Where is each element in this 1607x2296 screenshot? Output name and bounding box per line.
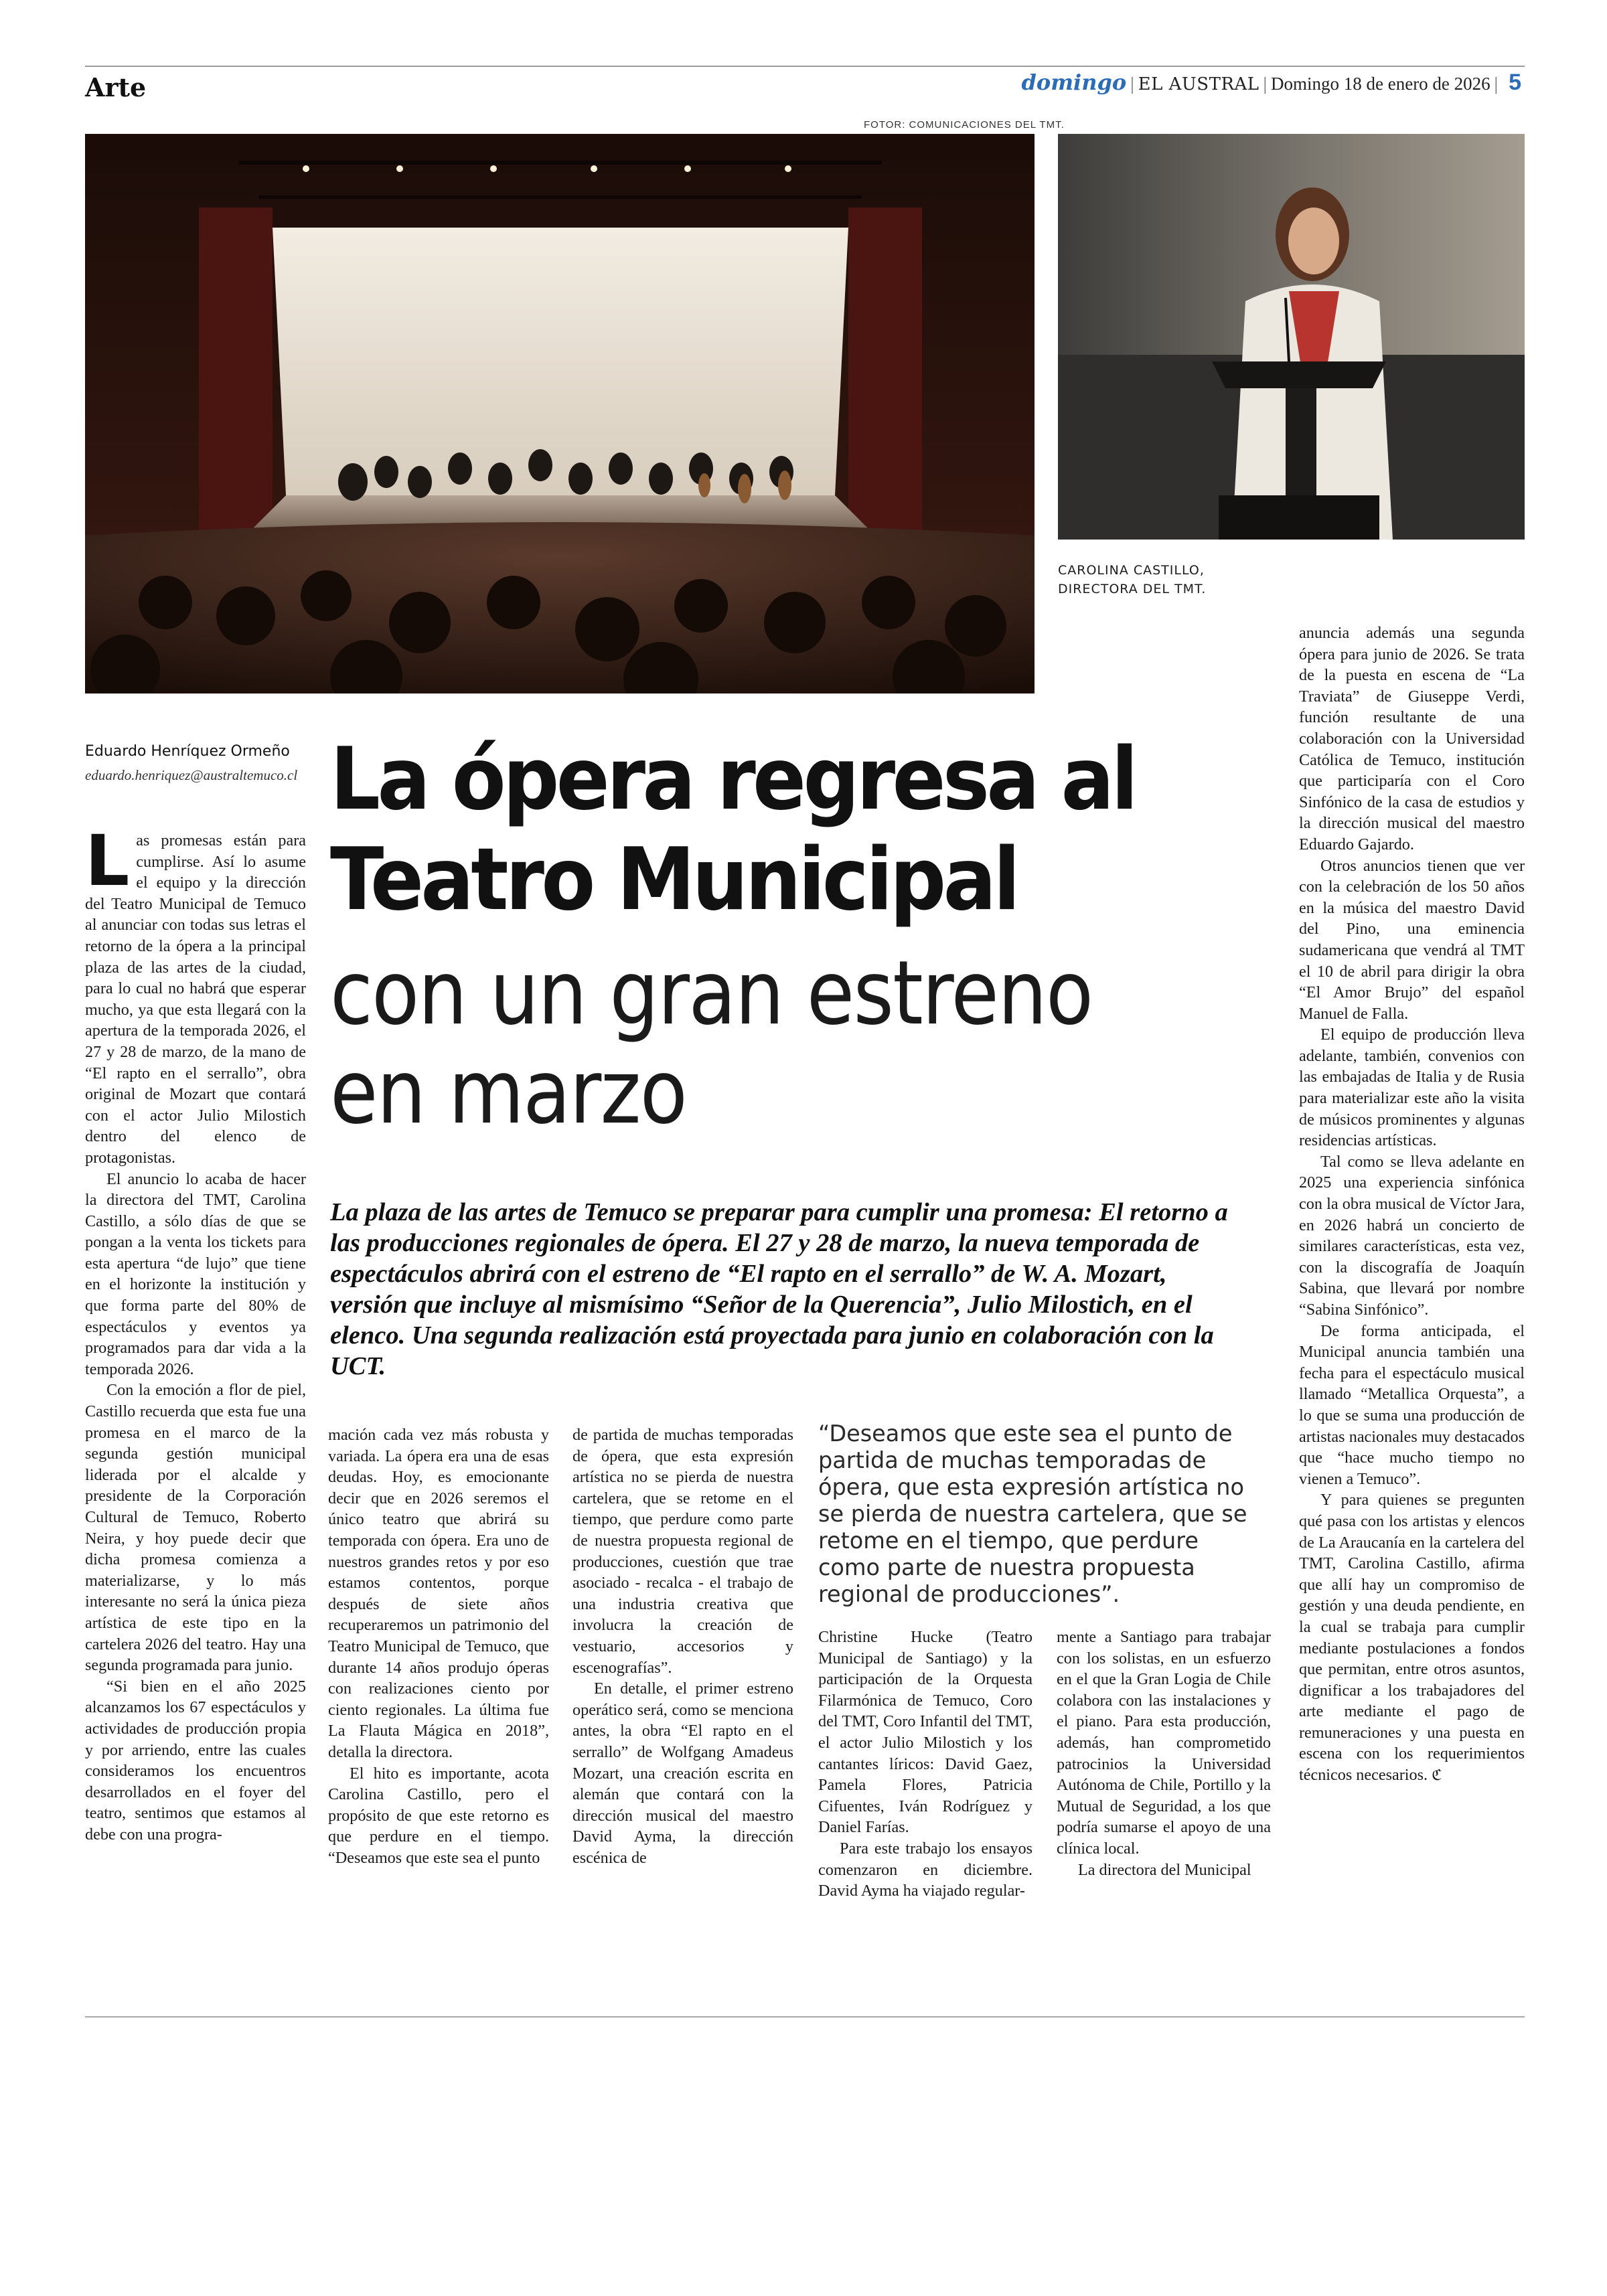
article-column-2 (328, 1424, 549, 1868)
paragraph-text: Y para quienes se pregunten qué pasa con los artistas y elencos de La Araucanía en la cartelera del TMT, Carolina Castillo, afirma que allí hay un compromiso de gestión y una deuda pendiente, en la cual se trabaja para cumplir mediante postulaciones a fondos que permitan, entre otros asuntos, dignificar a los trabajadores del arte mediante el pago de remuneraciones y una puesta en escena con los requerimientos técnicos necesarios. (1299, 1491, 1525, 1785)
drop-cap: L (85, 820, 130, 902)
paragraph-text: as promesas están para cumplirse. Así lo asume el equipo y la dirección del Teatro Municipal de Temuco al anunciar con todas sus letras el retorno de la ópera a la principal plaza de las artes de la ciudad, para lo cual no habrá que esperar mucho, ya que esta llegará con la apertura de la temporada 2026, el 27 y 28 de marzo, de la mano de “El rapto en el serrallo”, obra original de Mozart que contará con el actor Julio Milostich dentro del elenco de protagonistas. (85, 831, 306, 1167)
article-column-3 (572, 1424, 793, 1868)
masthead-separator: | (1130, 74, 1134, 94)
headline-line: La ópera regresa al (330, 730, 1136, 829)
body-paragraph: anuncia además una segunda ópera para junio de 2026. Se trata de la puesta en escena de “La Traviata” de Giuseppe Verdi, función resultante de una colaboración con la Universidad Católica de Temuco, institución que participaría con el Coro Sinfónico de la casa de estudios y la dirección musical del maestro Eduardo Gajardo. (1299, 624, 1525, 853)
body-paragraph: Otros anuncios tienen que ver con la celebración de los 50 años en la música del maestro David del Pino, una eminencia sudamericana que vendrá al TMT el 10 de abril para dirigir la obra “El Amor Brujo” del español Manuel de Falla. (1299, 856, 1525, 1023)
body-paragraph: Para este trabajo los ensayos comenzaron en diciembre. David Ayma ha viajado regular- (818, 1839, 1032, 1900)
caption-line: CAROLINA CASTILLO, (1058, 563, 1205, 578)
issue-date: Domingo 18 de enero de 2026 (1270, 74, 1490, 94)
body-paragraph: Christine Hucke (Teatro Municipal de Santiago) y la participación de la Orquesta Filarmónica de Temuco, Coro del TMT, Coro Infantil del TMT, el actor Julio Milostich y los cantantes líricos: David Gaez, Pamela Flores, Patricia Cifuentes, Iván Rodríguez y Daniel Farías. (818, 1628, 1032, 1837)
article-column-5 (1057, 1627, 1271, 1880)
photo-caption (1058, 561, 1259, 598)
body-paragraph: El hito es importante, acota Carolina Castillo, pero el propósito de que este retorno es que perdure en el tiempo. “Deseamos que este sea el punto (328, 1764, 549, 1867)
body-paragraph: El equipo de producción lleva adelante, también, convenios con las embajadas de Italia y de Rusia para materializar este año la visita de músicos prominentes y algunas residencias artísticas. (1299, 1026, 1525, 1150)
headline (330, 730, 1193, 930)
pull-quote: “Deseamos que este sea el punto de partida de muchas temporadas de ópera, que esta expresión artística no se pierda de nuestra cartelera, que se retome en el tiempo, que perdure como parte de nuestra propuesta regional de producciones”. (818, 1420, 1247, 1607)
body-paragraph: Tal como se lleva adelante en 2025 una experiencia sinfónica con la obra musical de Víctor Jara, en 2026 habrá un concierto de similares características, esta vez, con la discografía de Joaquín Sabina, que llevará por nombre “Sabina Sinfónico”. (1299, 1152, 1525, 1319)
header-rule (85, 66, 1525, 67)
article-column-6 (1299, 623, 1525, 1787)
end-mark-icon: ℭ (1432, 1767, 1442, 1785)
lead-paragraph: La plaza de las artes de Temuco se preparar para cumplir una promesa: El retorno a las producciones regionales de ópera. El 27 y 28 de marzo, la nueva temporada de espectáculos abrirá con el estreno de “El rapto en el serrallo” de W. A. Mozart, versión que incluye al mismísimo “Señor de la Querencia”, Julio Milostich, en el elenco. Una segunda realización está proyectada para junio en colaboración con la UCT. (330, 1198, 1228, 1380)
theater-concert-photo (85, 134, 1035, 693)
masthead (1021, 70, 1521, 96)
body-paragraph (85, 820, 306, 1169)
body-paragraph: mente a Santiago para trabajar con los solistas, en un esfuerzo en el que la Gran Logia de Chile colabora con las instalaciones y el piano. Para esta producción, además, han comprometido patrocinios la Universidad Autónoma de Chile, Portillo y la Mutual de Seguridad, a los que podría sumarse el apoyo de una clínica local. (1057, 1628, 1271, 1858)
headline-line: Teatro Municipal (330, 830, 1018, 930)
body-paragraph: De forma anticipada, el Municipal anuncia también una fecha para el espectáculo musical llamado “Metallica Orquesta”, a lo que se suma una producción de artistas nacionales muy destacados que “hace mucho tiempo no vienen a Temuco”. (1299, 1321, 1525, 1488)
section-label: Arte (85, 72, 147, 102)
footer-rule (85, 2016, 1525, 2018)
director-portrait-photo (1058, 134, 1525, 540)
author-name: Eduardo Henríquez Ormeño (85, 743, 290, 760)
newspaper-name: EL AUSTRAL (1138, 74, 1259, 94)
body-paragraph: de partida de muchas temporadas de ópera, que esta expresión artística no se pierda de nuestra cartelera, que se retome en el tiempo, que perdure como parte de nuestra propuesta regional de producciones, cuestión que trae asociado - recalca - el trabajo de una industria creativa que involucra la creación de vestuario, accesorios y escenografías”. (572, 1426, 793, 1677)
body-paragraph: El anuncio lo acaba de hacer la directora del TMT, Carolina Castillo, a sólo días de que se pongan a la venta los tickets para esta apertura “de lujo” que tiene en el horizonte la institución y que forma parte del 80% de espectáculos y eventos ya programados para dar vida a la temporada 2026. (85, 1169, 306, 1378)
caption-line: DIRECTORA DEL TMT. (1058, 582, 1207, 596)
body-paragraph: En detalle, el primer estreno operático será, como se menciona antes, la obra “El rapto en el serrallo” de Wolfgang Amadeus Mozart, una creación escrita en alemán que contará con la dirección musical del maestro David Ayma, la dirección escénica de (572, 1679, 793, 1867)
masthead-separator: | (1263, 74, 1267, 94)
body-paragraph: “Si bien en el año 2025 alcanzamos los 67 espectáculos y actividades de producción propia y por arriendo, entre las cuales consideramos los encuentros desarrollados en el foyer del teatro, sentimos que estamos al debe con una progra- (85, 1677, 306, 1843)
brand-logo: domingo (1021, 70, 1127, 95)
body-paragraph (1299, 1489, 1525, 1786)
body-paragraph: Con la emoción a flor de piel, Castillo recuerda que esta fue una promesa en el marco de la segunda gestión municipal liderada por el alcalde y presidente de la Corporación Cultural de Temuco, Roberto Neira, y hoy puede decir que dicha promesa comienza a materializarse, y lo más interesante no será la única pieza artística de este tipo en la cartelera 2026 del teatro. Hay una segunda programada para junio. (85, 1381, 306, 1675)
subheadline (330, 944, 1155, 1142)
masthead-separator: | (1494, 74, 1499, 94)
body-paragraph: La directora del Municipal (1078, 1860, 1251, 1879)
page-number: 5 (1509, 70, 1521, 95)
subheadline-line: en marzo (330, 1041, 687, 1144)
article-column-1 (85, 820, 306, 1846)
subheadline-line: con un gran estreno (330, 942, 1093, 1045)
photo-credit: FOTOR: COMUNICACIONES DEL TMT. (864, 119, 1065, 131)
body-paragraph: mación cada vez más robusta y variada. La ópera era una de esas deudas. Hoy, es emocionante decir que en 2026 seremos el único teatro que abrirá su temporada con ópera. Era uno de nuestros grandes retos y por eso estamos contentos, porque después de siete años recuperaremos un patrimonio del Teatro Municipal de Temuco, que durante 14 años produjo óperas con realizaciones ciento por ciento regionales. La última fue La Flauta Mágica en 2018”, detalla la directora. (328, 1426, 549, 1761)
author-email[interactable]: eduardo.henriquez@australtemuco.cl (85, 767, 298, 783)
article-column-4 (818, 1627, 1032, 1902)
